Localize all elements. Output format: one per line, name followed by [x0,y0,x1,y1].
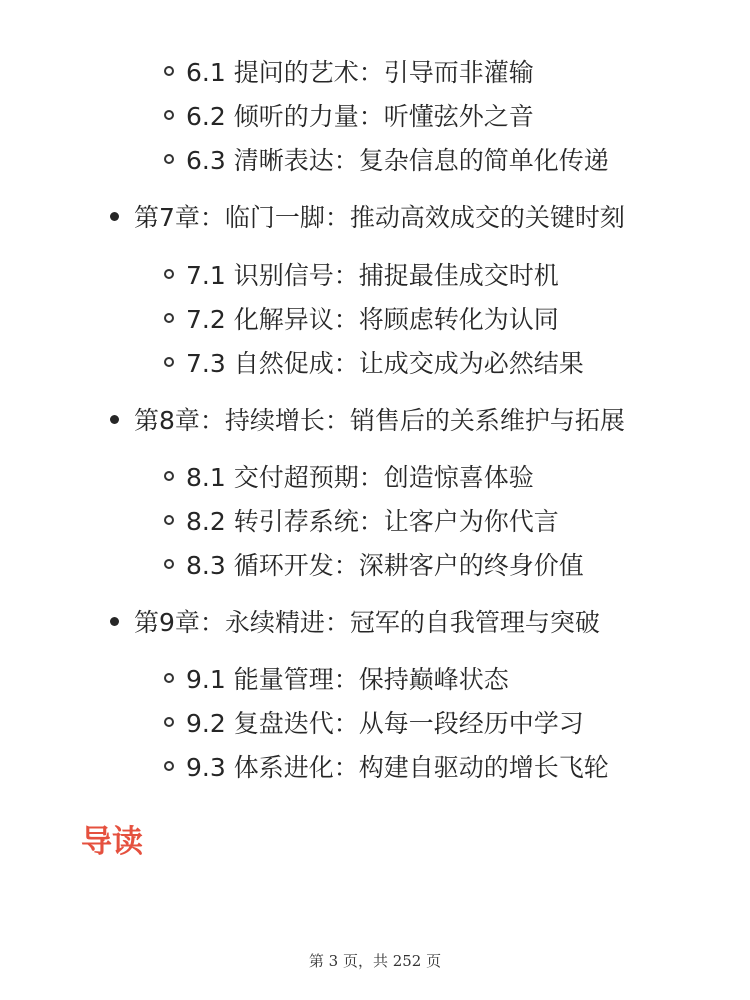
toc-subitem[interactable] [164,254,559,294]
toc-subitem-label: 6.3 清晰表达：复杂信息的简单化传递 [186,146,609,175]
toc-subitem-label: 9.2 复盘迭代：从每一段经历中学习 [186,709,584,738]
hollow-bullet-icon [164,515,174,525]
toc-subitem[interactable] [164,95,534,135]
toc-subitem[interactable] [164,544,584,584]
hollow-bullet-icon [164,673,174,683]
section-heading: 导读 [81,824,143,860]
toc-subitem[interactable] [164,456,534,496]
toc-subitem-label: 9.1 能量管理：保持巅峰状态 [186,665,509,694]
toc-chapter[interactable] [110,399,625,439]
toc-subitem[interactable] [164,139,609,179]
hollow-bullet-icon [164,154,174,164]
toc-subitem-label: 6.2 倾听的力量：听懂弦外之音 [186,102,534,131]
filled-bullet-icon [110,617,119,626]
toc-subitem[interactable] [164,658,509,698]
toc-subitem-label: 9.3 体系进化：构建自驱动的增长飞轮 [186,753,609,782]
toc-chapter-label: 第8章：持续增长：销售后的关系维护与拓展 [134,406,625,435]
toc-subitem-label: 8.2 转引荐系统：让客户为你代言 [186,507,559,536]
filled-bullet-icon [110,212,119,221]
toc-subitem-label: 7.2 化解异议：将顾虑转化为认同 [186,305,559,334]
toc-subitem[interactable] [164,702,584,742]
toc-subitem[interactable] [164,342,584,382]
hollow-bullet-icon [164,110,174,120]
hollow-bullet-icon [164,761,174,771]
hollow-bullet-icon [164,357,174,367]
toc-subitem[interactable] [164,298,559,338]
hollow-bullet-icon [164,471,174,481]
toc-chapter-label: 第9章：永续精进：冠军的自我管理与突破 [134,608,600,637]
toc-subitem-label: 6.1 提问的艺术：引导而非灌输 [186,58,534,87]
toc-chapter[interactable] [110,601,600,641]
toc-subitem[interactable] [164,51,534,91]
hollow-bullet-icon [164,717,174,727]
filled-bullet-icon [110,415,119,424]
hollow-bullet-icon [164,313,174,323]
toc-subitem-label: 8.3 循环开发：深耕客户的终身价值 [186,551,584,580]
toc-chapter[interactable] [110,196,625,236]
toc-subitem[interactable] [164,746,609,786]
toc-subitem[interactable] [164,500,559,540]
toc-subitem-label: 8.1 交付超预期：创造惊喜体验 [186,463,534,492]
hollow-bullet-icon [164,66,174,76]
page-number-footer: 第 3 页，共 252 页 [308,952,442,970]
toc-subitem-label: 7.1 识别信号：捕捉最佳成交时机 [186,261,559,290]
hollow-bullet-icon [164,269,174,279]
toc-chapter-label: 第7章：临门一脚：推动高效成交的关键时刻 [134,203,625,232]
toc-subitem-label: 7.3 自然促成：让成交成为必然结果 [186,349,584,378]
hollow-bullet-icon [164,559,174,569]
